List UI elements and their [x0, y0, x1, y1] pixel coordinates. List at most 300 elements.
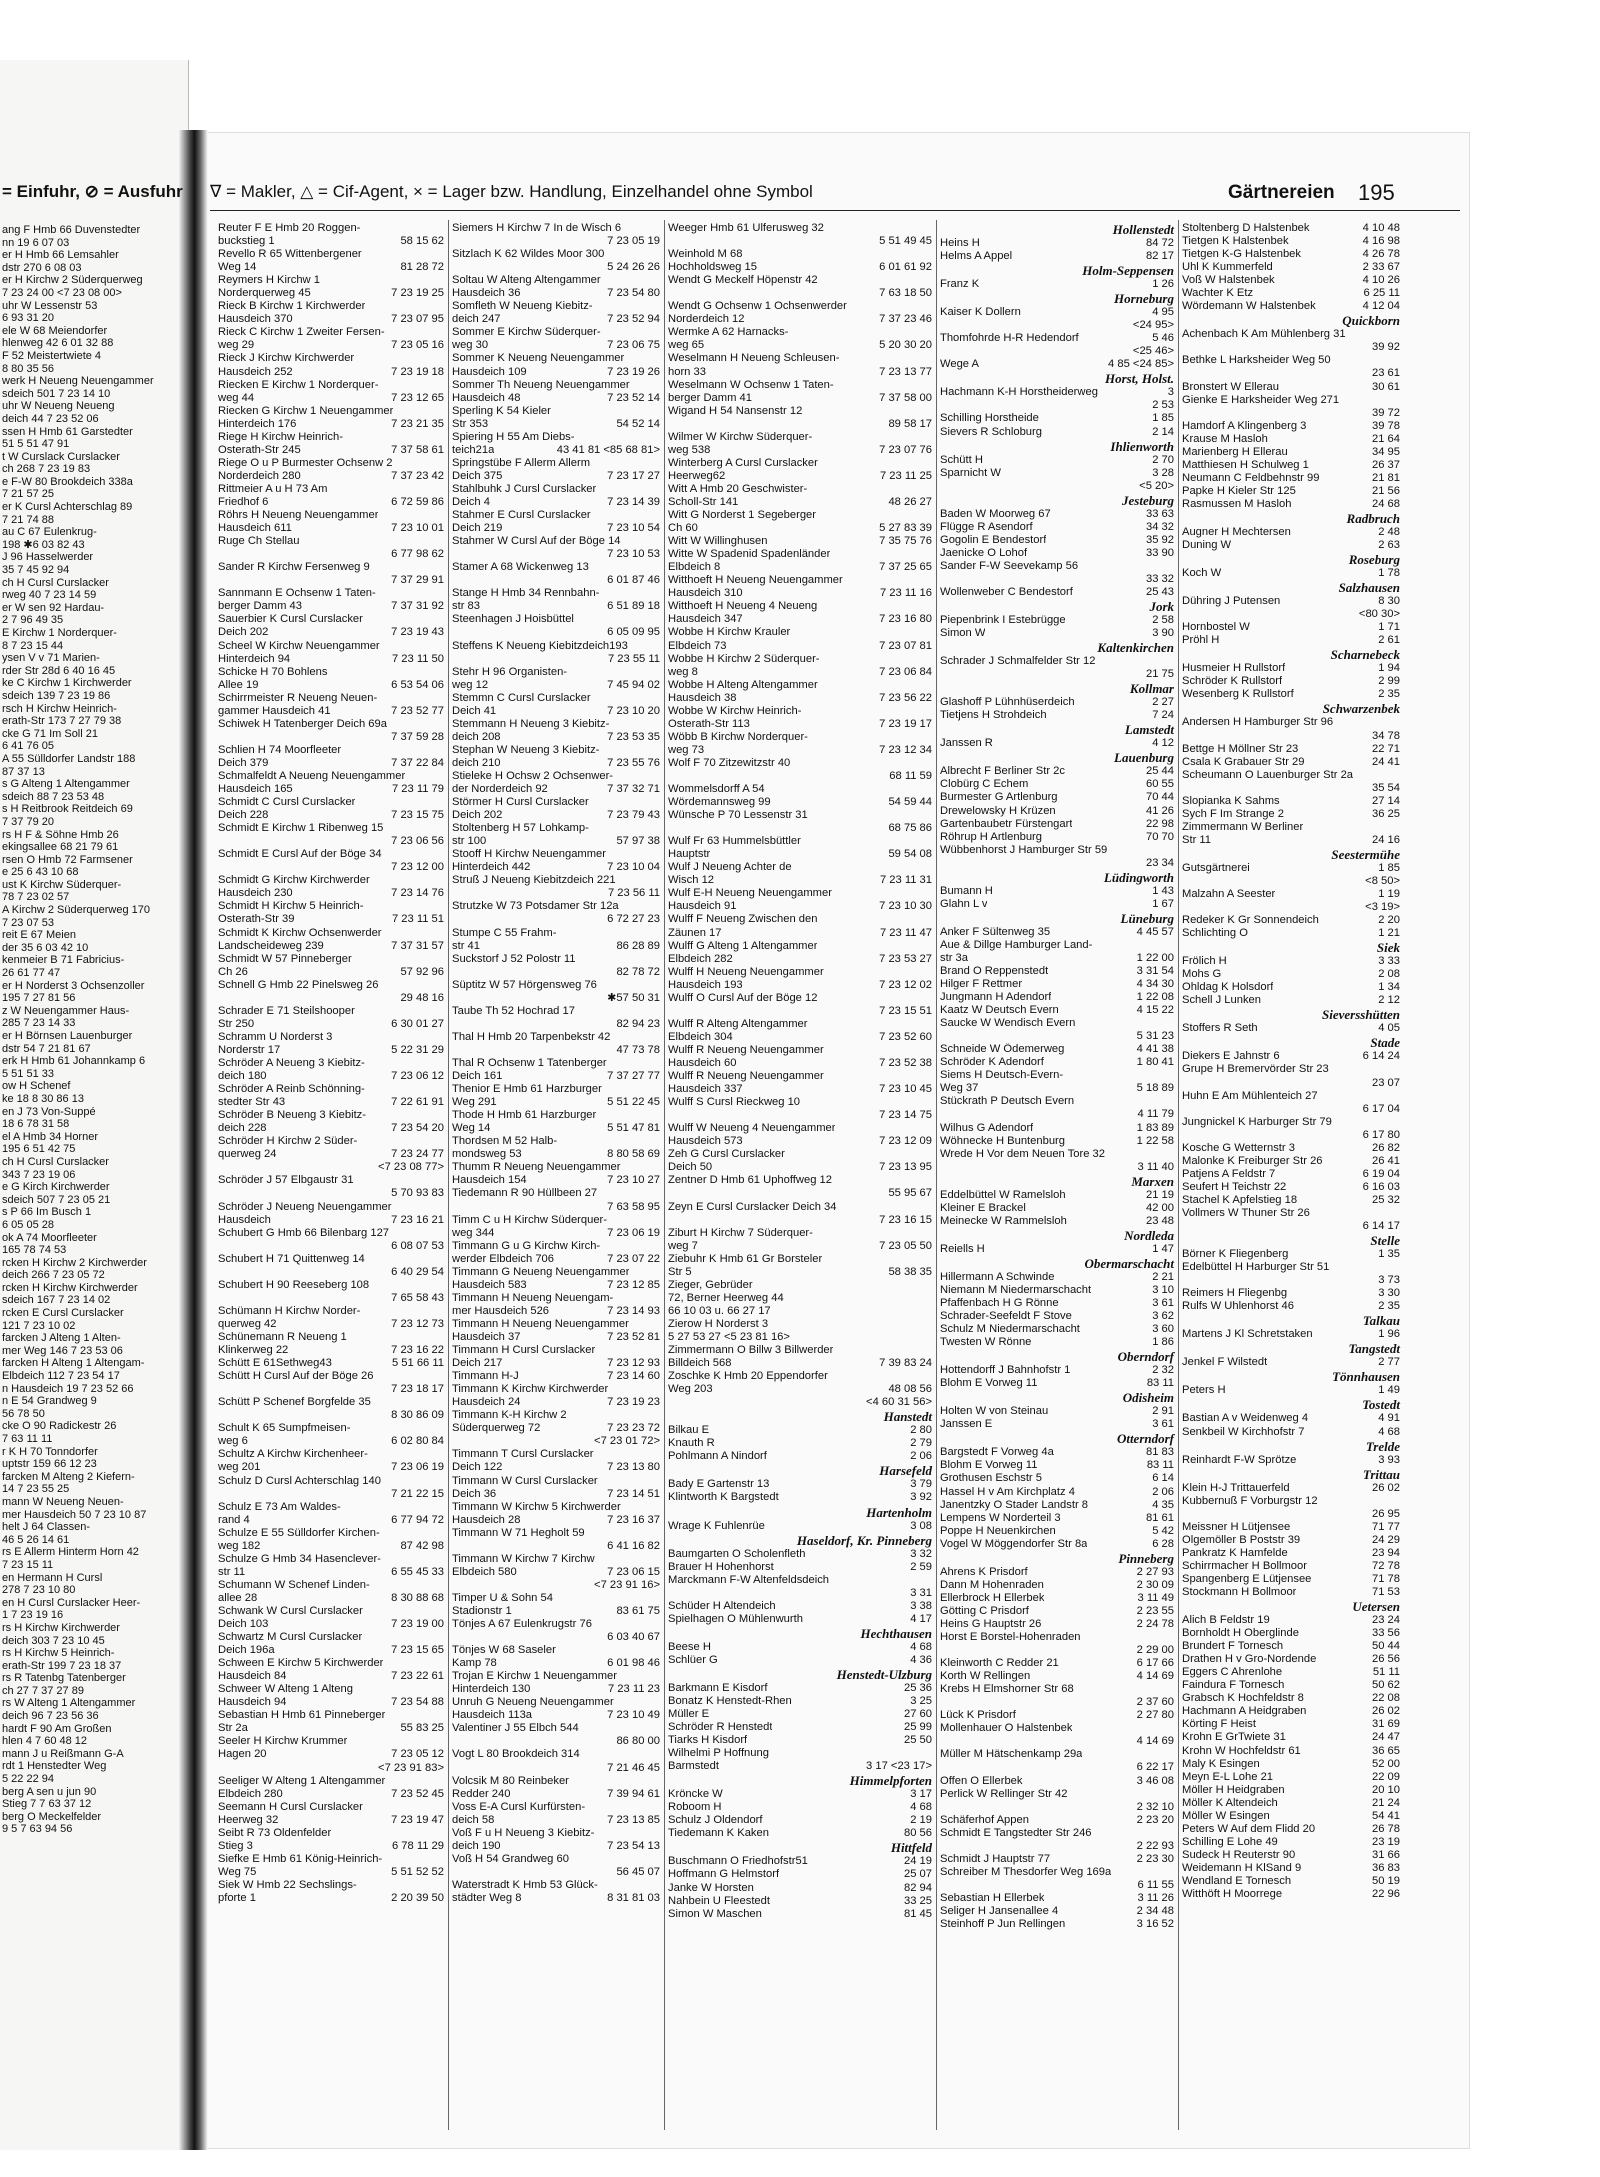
directory-entry [452, 1305, 660, 1318]
entry-name: Mollenhauer O Halstenbek [940, 1722, 1073, 1735]
entry-name: Schneide W Ödemerweg [940, 1043, 1065, 1056]
entry-name: Timmann G u G Kirchw Kirch- [452, 1239, 601, 1252]
entry-phone: 1 85 [1378, 861, 1400, 874]
entry-phone: 7 23 79 43 [607, 809, 660, 822]
entry-name: Stahlbuhk J Cursl Curslacker [452, 482, 597, 495]
entry-phone: 7 23 10 45 [879, 1083, 932, 1096]
directory-entry [668, 835, 932, 848]
entry-name: Stieg 3 [218, 1839, 253, 1852]
directory-entry [218, 1553, 444, 1566]
entry-name: weg 344 [452, 1226, 495, 1239]
directory-entry [668, 679, 932, 692]
directory-entry [668, 1370, 932, 1383]
entry-name: Rittmeier A u H 73 Am [218, 482, 328, 495]
entry-name: Stieleke H Ochsw 2 Ochsenwer- [452, 769, 614, 782]
entry-name: Perlick W Rellinger Str 42 [940, 1787, 1068, 1800]
entry-name: Voß H 54 Grandweg 60 [452, 1852, 569, 1865]
entry-name: Ziburt H Kirchw 7 Süderquer- [668, 1226, 813, 1239]
directory-entry [940, 1030, 1174, 1043]
left-page-line: ch H Cursl Curslacker [2, 576, 109, 589]
left-page-line: uhr W Lessenstr 53 [2, 299, 98, 312]
directory-entry [940, 831, 1174, 844]
left-page-line: 195 6 51 42 75 [2, 1143, 76, 1156]
entry-phone: 27 60 [904, 1708, 932, 1721]
left-page-line: rdt 1 Henstedter Weg [2, 1760, 107, 1773]
entry-name: Jaenicke O Lohof [940, 546, 1028, 559]
entry-phone: 2 20 39 50 [391, 1892, 444, 1904]
entry-phone: 7 23 06 15 [607, 1565, 660, 1578]
entry-name: Grupe H Bremervörder Str 23 [1182, 1063, 1329, 1076]
entry-phone: 4 68 [1378, 1425, 1400, 1438]
entry-name: Weidemann H KlSand 9 [1182, 1861, 1302, 1874]
entry-phone: 5 51 52 52 [391, 1865, 444, 1878]
left-page-line: rs R Tatenbg Tatenberger [2, 1672, 126, 1685]
entry-name: Thode H Hmb 61 Harzburger [452, 1109, 597, 1122]
left-page-line: rs E Allerm Hinterm Horn 42 [2, 1546, 139, 1559]
directory-entry [668, 509, 932, 522]
directory-entry [452, 744, 660, 757]
directory-entry [668, 352, 932, 365]
directory-entry [218, 274, 444, 287]
directory-entry [1182, 1745, 1400, 1758]
entry-phone: 2 58 [1152, 614, 1174, 627]
directory-entry [668, 470, 932, 483]
directory-entry [452, 679, 660, 692]
entry-phone: 23 19 [1372, 1835, 1400, 1848]
entry-name: Hausdeich 611 [218, 522, 292, 535]
entry-phone: 8 31 81 03 [607, 1892, 660, 1904]
directory-entry [452, 770, 660, 783]
column-rule [448, 220, 449, 2130]
entry-name: Grabsch K Hochfeldstr 8 [1182, 1692, 1304, 1705]
place-heading: Lauenburg [1114, 750, 1174, 766]
entry-name: Thordsen M 52 Halb- [452, 1135, 558, 1148]
directory-entry [940, 1866, 1174, 1879]
entry-name: Matthiesen H Schulweg 1 [1182, 458, 1309, 471]
entry-name: Schmidt H Kirchw 5 Heinrich- [218, 900, 364, 913]
directory-entry [668, 1561, 932, 1574]
entry-phone: 7 23 21 35 [391, 417, 444, 430]
entry-name: Deich 36 [452, 1487, 497, 1500]
directory-entry [452, 1827, 660, 1840]
entry-name: Riecken E Kirchw 1 Norderquer- [218, 378, 379, 391]
entry-phone: 26 95 [1372, 1507, 1400, 1520]
entry-name: Sommer Th Neueng Neuengammer [452, 378, 630, 391]
directory-entry [1182, 1274, 1400, 1287]
entry-name: Weg 75 [218, 1865, 257, 1878]
entry-name: Schlien H 74 Moorfleeter [218, 743, 342, 756]
entry-phone: 58 38 35 [888, 1265, 932, 1278]
left-page-line: A Kirchw 2 Süderquerweg 170 [2, 904, 150, 917]
directory-entry [218, 1866, 444, 1879]
entry-phone: 2 59 [910, 1560, 932, 1573]
entry-phone: 84 72 [1146, 237, 1174, 249]
entry-name: Twesten W Rönne [940, 1336, 1032, 1349]
entry-name: Spangenberg E Lütjensee [1182, 1572, 1312, 1585]
entry-name: Schröder B Neueng 3 Kiebitz- [218, 1109, 367, 1122]
entry-name: Pankratz K Hamfelde [1182, 1546, 1288, 1559]
place-heading: Hollenstedt [1112, 222, 1174, 237]
entry-name: rand 4 [218, 1513, 250, 1526]
entry-name: Barkmann E Kisdorf [668, 1681, 768, 1694]
entry-name: Valentiner J 55 Elbch 544 [452, 1722, 579, 1735]
entry-name: Wigand H 54 Nansenstr 12 [668, 404, 803, 417]
directory-entry [668, 379, 932, 392]
entry-phone: 2 80 [910, 1424, 932, 1437]
entry-name: Schröder J Neueng Neuengammer [218, 1200, 392, 1213]
place-heading: Stelle [1370, 1233, 1400, 1249]
entry-phone: 71 53 [1372, 1585, 1400, 1598]
entry-name: Eddelbüttel W Ramelsloh [940, 1188, 1066, 1201]
entry-name: Schröder R Henstedt [668, 1721, 773, 1734]
entry-name: Schulz D Cursl Achterschlag 140 [218, 1474, 381, 1487]
entry-name: weg 8 [668, 665, 698, 678]
directory-entry [452, 718, 660, 731]
directory-entry [940, 1323, 1174, 1336]
entry-name: Schmidt C Cursl Curslacker [218, 796, 356, 809]
entry-name: Wobbe H Kirchw 2 Süderquer- [668, 652, 820, 665]
entry-name: Niemann M Niedermarschacht [940, 1283, 1092, 1296]
directory-entry [1182, 782, 1400, 795]
directory-entry [668, 1801, 932, 1814]
directory-entry [668, 1292, 932, 1305]
entry-name: Müller E [668, 1708, 710, 1721]
entry-name: Körting F Heist [1182, 1718, 1256, 1731]
entry-name: Steffens K Neueng Kiebitzdeich193 [452, 639, 628, 652]
directory-entry [218, 940, 444, 953]
left-page-line: 46 5 26 14 61 [2, 1533, 70, 1546]
left-page-line: 7 23 15 11 [2, 1558, 54, 1571]
entry-name: Heerweg 32 [218, 1813, 279, 1826]
directory-entry [940, 627, 1174, 640]
directory-entry [452, 640, 660, 653]
directory-entry [1182, 675, 1400, 688]
directory-entry [452, 300, 660, 313]
entry-name: Deich 219 [452, 522, 503, 535]
directory-entry [940, 939, 1174, 952]
entry-phone: 7 23 17 27 [607, 469, 660, 482]
directory-entry [1182, 1090, 1400, 1103]
entry-name: Norderdeich 280 [218, 469, 301, 482]
entry-name: Str 5 [668, 1265, 692, 1278]
directory-entry [452, 561, 660, 574]
directory-entry [218, 496, 444, 509]
entry-phone: 5 22 31 29 [391, 1043, 444, 1056]
entry-phone: 4 11 79 [1137, 1108, 1174, 1121]
entry-phone: 26 37 [1372, 458, 1400, 471]
left-page-line: 7 63 11 11 [2, 1433, 53, 1445]
directory-entry [218, 1031, 444, 1044]
left-page-line: sdeich 139 7 23 19 86 [2, 689, 111, 702]
entry-phone: 7 23 11 50 [391, 652, 444, 665]
entry-phone: 7 23 19 18 [391, 365, 444, 378]
left-page-line: t W Curslack Curslacker [2, 450, 120, 463]
entry-name: Frölich H [1182, 955, 1227, 968]
directory-entry [1182, 1640, 1400, 1653]
entry-phone: 2 21 [1152, 1270, 1174, 1283]
entry-phone: 2 33 67 [1362, 261, 1400, 274]
entry-name: teich21a [452, 443, 495, 456]
entry-name: deich 208 [452, 730, 501, 743]
entry-phone: 3 62 [1152, 1310, 1174, 1323]
directory-entry [940, 1853, 1174, 1866]
directory-entry [940, 1499, 1174, 1512]
entry-name: Kröncke W [668, 1788, 723, 1801]
entry-name: Sperling K 54 Kieler [452, 404, 551, 417]
directory-entry [668, 1450, 932, 1463]
entry-name: Schrader-Seefeldt F Stove [940, 1310, 1072, 1323]
entry-phone: 21 24 [1372, 1796, 1400, 1809]
directory-entry [1182, 634, 1400, 647]
entry-name: Kamp 78 [452, 1657, 497, 1670]
directory-entry [668, 287, 932, 300]
directory-entry [452, 1683, 660, 1696]
directory-entry [1182, 1116, 1400, 1129]
entry-name: Schirrmacher H Bollmoor [1182, 1559, 1307, 1572]
place-heading: Horst, Holst. [1105, 371, 1174, 387]
entry-phone: 6 14 [1152, 1472, 1174, 1485]
entry-name: Drathen H v Gro-Nordende [1182, 1653, 1317, 1666]
directory-entry [940, 1788, 1174, 1801]
entry-name: Norderdeich 12 [668, 313, 745, 326]
column-rule [1178, 220, 1179, 2130]
entry-name: Witt W Willinghusen [668, 535, 768, 548]
directory-entry [218, 992, 444, 1005]
entry-name: Thumm R Neueng Neuengammer [452, 1161, 621, 1174]
entry-phone: 3 16 52 [1136, 1918, 1174, 1931]
directory-entry [940, 586, 1174, 599]
entry-phone: 2 23 55 [1136, 1604, 1174, 1617]
left-page-line: dstr 270 6 08 03 [2, 261, 82, 274]
directory-entry [452, 1553, 660, 1566]
left-page-line: ke 18 8 30 86 13 [2, 1092, 84, 1105]
directory-entry [668, 1174, 932, 1187]
entry-name: Zieger, Gebrüder [668, 1278, 753, 1291]
entry-name: Simon W Maschen [668, 1907, 762, 1920]
directory-entry [940, 1879, 1174, 1892]
left-page-line: A 55 Sülldorfer Landstr 188 [2, 752, 136, 765]
directory-entry [218, 1240, 444, 1253]
entry-phone: 7 45 94 02 [607, 678, 660, 691]
entry-phone: 2 53 [1152, 399, 1174, 412]
directory-entry [452, 757, 660, 770]
entry-name: Weg 14 [218, 261, 257, 274]
directory-entry [218, 248, 444, 261]
entry-phone: 7 23 55 11 [607, 652, 660, 665]
entry-phone: 81 45 [904, 1907, 932, 1920]
entry-name: Hauptstr [668, 848, 711, 861]
directory-column-4 [940, 222, 1174, 1931]
directory-entry [218, 1540, 444, 1553]
directory-entry [1182, 1454, 1400, 1467]
entry-name: Wolf F 70 Zitzewitzstr 40 [668, 756, 791, 769]
entry-phone: 34 95 [1372, 445, 1400, 458]
entry-phone: 3 11 49 [1137, 1591, 1174, 1604]
entry-phone: 82 94 23 [616, 1017, 660, 1030]
directory-entry [218, 1187, 444, 1200]
entry-name: Horst E Borstel-Hohenraden [940, 1630, 1081, 1643]
entry-name: Krebs H Elmshorner Str 68 [940, 1683, 1074, 1696]
entry-name: Wulff R Neueng Neuengammer [668, 1070, 824, 1083]
directory-entry [218, 770, 444, 783]
entry-name: Patjens A Feldstr 7 [1182, 1167, 1276, 1180]
entry-phone: 68 75 86 [888, 822, 932, 835]
directory-entry [452, 366, 660, 379]
entry-name: Spielhagen O Mühlenwurth [668, 1612, 803, 1625]
directory-entry [218, 1122, 444, 1135]
directory-entry [1182, 621, 1400, 634]
directory-entry [668, 757, 932, 770]
entry-name: Huhn E Am Mühlenteich 27 [1182, 1089, 1318, 1102]
directory-entry [668, 1708, 932, 1721]
directory-entry [218, 1135, 444, 1148]
entry-name: Zierow H Norderst 3 [668, 1317, 769, 1330]
directory-entry [452, 874, 660, 887]
directory-entry [668, 313, 932, 326]
entry-phone: 68 11 59 [889, 769, 932, 782]
entry-phone: 7 23 14 39 [607, 495, 660, 508]
entry-name: Stockmann H Bollmoor [1182, 1585, 1297, 1598]
directory-entry [940, 1108, 1174, 1121]
entry-phone: 54 59 44 [888, 796, 932, 809]
entry-name: Str 353 [452, 417, 489, 430]
directory-entry [218, 1735, 444, 1748]
entry-name: Deich 4 [452, 495, 490, 508]
entry-phone: 47 73 78 [616, 1043, 660, 1056]
directory-entry [218, 483, 444, 496]
entry-phone: 52 00 [1372, 1757, 1400, 1770]
entry-name: Alich B Feldstr 19 [1182, 1614, 1270, 1627]
entry-name: Schrader J Schmalfelder Str 12 [940, 655, 1096, 668]
directory-entry [218, 1331, 444, 1344]
entry-phone: 6 72 27 23 [607, 913, 660, 926]
left-page-line: 7 21 57 25 [2, 488, 54, 501]
entry-name: Glashoff P Lühnhüserdeich [940, 696, 1075, 709]
entry-phone: 33 56 [1372, 1627, 1400, 1640]
left-page-line: s H Reitbrook Reitdeich 69 [2, 803, 133, 816]
entry-name: Bonatz K Henstedt-Rhen [668, 1694, 792, 1707]
directory-entry [668, 861, 932, 874]
directory-entry [1182, 901, 1400, 914]
directory-entry [452, 1383, 660, 1396]
place-heading: Ihlienworth [1110, 438, 1174, 454]
entry-phone: 39 72 [1372, 406, 1400, 419]
directory-entry [668, 1827, 932, 1840]
entry-phone: 81 61 [1146, 1511, 1174, 1524]
entry-phone: 2 91 [1152, 1405, 1174, 1418]
entry-phone: 7 22 61 91 [391, 1096, 444, 1109]
entry-phone: 6 55 45 33 [391, 1565, 444, 1578]
directory-column-5 [1182, 222, 1400, 1901]
directory-entry [218, 1683, 444, 1696]
entry-name: Sych F Im Strange 2 [1182, 807, 1284, 820]
left-page-line: 6 41 76 05 [2, 740, 54, 753]
directory-entry [668, 1747, 932, 1760]
directory-entry [668, 1587, 932, 1600]
left-page-line: ch 268 7 23 19 83 [2, 463, 91, 476]
entry-name: Duning W [1182, 539, 1232, 552]
entry-name: Wobbe H Kirchw Krauler [668, 626, 791, 639]
directory-entry [940, 399, 1174, 412]
entry-phone: 22 08 [1372, 1692, 1400, 1705]
entry-name: Augner H Mechtersen [1182, 525, 1291, 538]
left-page-line: en H Cursl Curslacker Heer- [2, 1596, 141, 1609]
directory-entry [452, 1396, 660, 1409]
directory-entry [668, 1383, 932, 1396]
entry-name: weg 73 [668, 743, 705, 756]
directory-entry [218, 1266, 444, 1279]
left-page-line: erk H Hmb 61 Johannkamp 6 [2, 1055, 146, 1068]
directory-entry [668, 418, 932, 431]
entry-phone: 5 51 47 81 [607, 1122, 660, 1135]
entry-name: Janentzky O Stader Landstr 8 [940, 1498, 1089, 1511]
entry-phone: 4 68 [910, 1640, 932, 1653]
directory-entry [1182, 834, 1400, 847]
entry-phone: 1 21 [1378, 927, 1400, 940]
entry-name: Csala K Grabauer Str 29 [1182, 755, 1305, 768]
directory-entry [452, 222, 660, 235]
entry-name: Krause M Hasloh [1182, 432, 1268, 445]
directory-entry [940, 560, 1174, 573]
entry-name: Wulff R Alteng Altengammer [668, 1017, 808, 1030]
left-page-line: 6 93 31 20 [2, 312, 54, 325]
directory-entry [668, 1868, 932, 1881]
entry-name: Hausdeich 193 [668, 978, 743, 991]
entry-name: Drewelowsky H Krüzen [940, 804, 1056, 817]
entry-phone: 2 22 93 [1136, 1839, 1174, 1852]
entry-name: Hausdeich 370 [218, 313, 293, 326]
entry-phone: 7 23 06 84 [879, 665, 932, 678]
directory-entry [1182, 341, 1400, 354]
directory-entry [1182, 394, 1400, 407]
directory-entry [1182, 1586, 1400, 1599]
directory-entry [940, 1512, 1174, 1525]
directory-entry [1182, 927, 1400, 940]
entry-name: Ellerbrock H Ellerbek [940, 1591, 1045, 1604]
entry-name: Steinhoff P Jun Rellingen [940, 1918, 1066, 1931]
entry-name: Seeler H Kirchw Krummer [218, 1735, 348, 1748]
directory-entry [668, 561, 932, 574]
entry-name: querweg 42 [218, 1317, 277, 1330]
entry-phone: 26 82 [1372, 1141, 1400, 1154]
entry-name: Allee 19 [218, 678, 259, 691]
directory-entry [940, 1135, 1174, 1148]
directory-entry [940, 668, 1174, 681]
directory-entry [940, 857, 1174, 870]
entry-name: Hoffmann G Helmstorf [668, 1868, 780, 1881]
entry-name: Strutzke W 73 Potsdamer Str 12a [452, 900, 619, 913]
directory-entry [218, 1501, 444, 1514]
directory-entry [668, 1266, 932, 1279]
directory-entry [1182, 433, 1400, 446]
entry-name: Bronstert W Ellerau [1182, 380, 1279, 393]
entry-name: Schicke H 70 Bohlens [218, 665, 328, 678]
entry-phone: 5 51 22 45 [607, 1096, 660, 1109]
column-rule [664, 220, 665, 2130]
entry-phone: 2 12 [1378, 994, 1400, 1007]
directory-entry [1182, 662, 1400, 675]
entry-phone: 7 37 25 65 [879, 561, 932, 574]
directory-entry [452, 731, 660, 744]
directory-entry [940, 508, 1174, 521]
left-page-line: 9 5 7 63 94 56 [2, 1823, 73, 1836]
directory-entry [940, 926, 1174, 939]
directory-entry [668, 366, 932, 379]
directory-entry [1182, 407, 1400, 420]
entry-phone: 2 06 [1152, 1485, 1174, 1498]
entry-phone: 7 23 52 45 [391, 1787, 444, 1800]
entry-name: Jenkel F Wilstedt [1182, 1356, 1268, 1369]
